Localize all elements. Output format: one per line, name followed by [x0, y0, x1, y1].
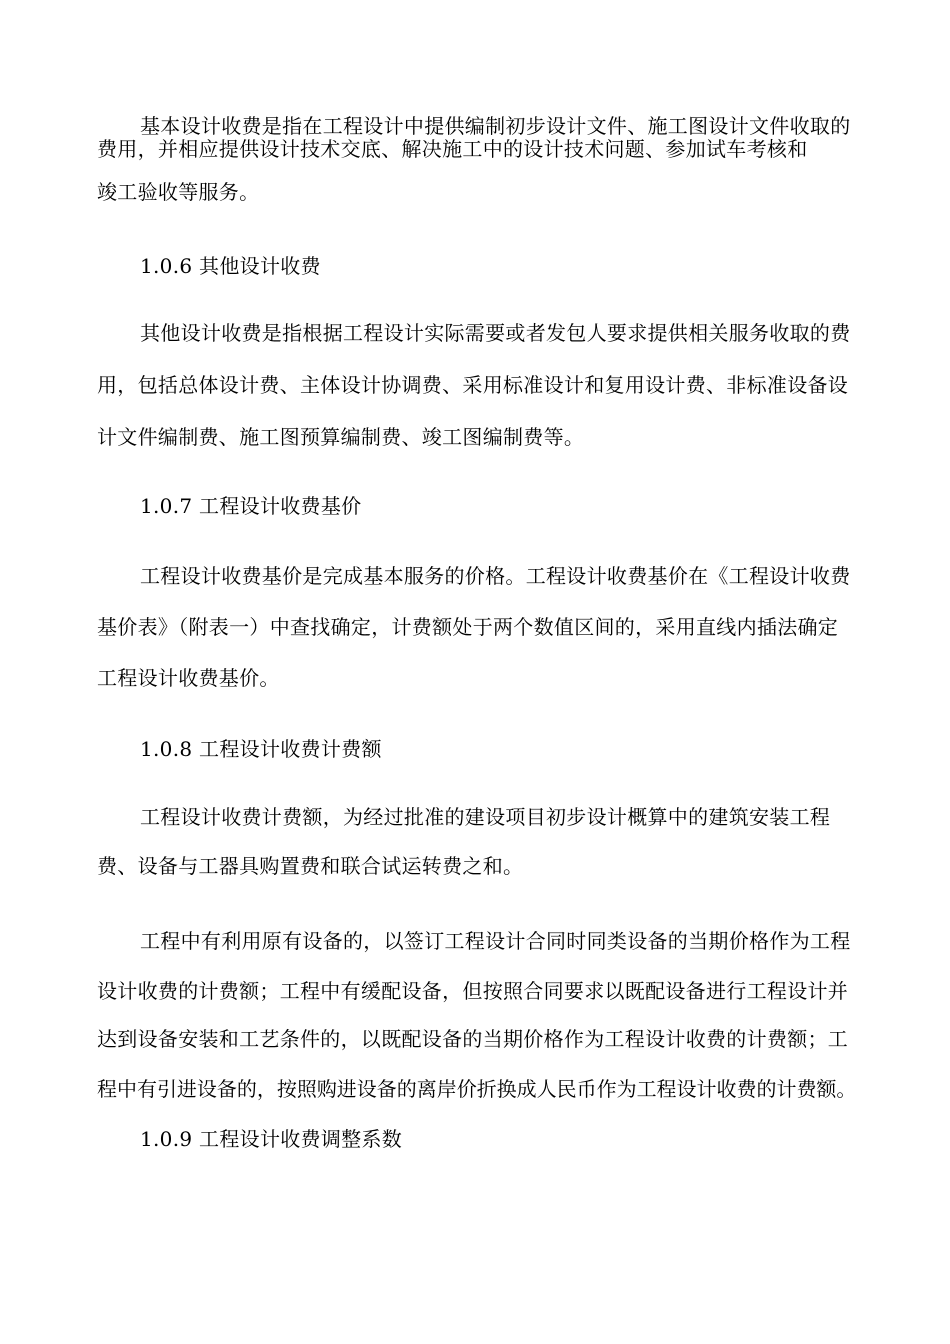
paragraph-line: 基价表》（附表一）中查找确定，计费额处于两个数值区间的，采用直线内插法确定: [97, 615, 839, 639]
section-heading: 1.0.6 其他设计收费: [140, 254, 321, 278]
paragraph-line: 工程设计收费基价。: [97, 666, 280, 690]
paragraph-line: 工程设计收费基价是完成基本服务的价格。工程设计收费基价在《工程设计收费: [140, 564, 851, 588]
paragraph-line: 其他设计收费是指根据工程设计实际需要或者发包人要求提供相关服务收取的费: [140, 321, 851, 345]
paragraph-line: 工程中有利用原有设备的，以签订工程设计合同时同类设备的当期价格作为工程: [140, 929, 851, 953]
section-heading: 1.0.9 工程设计收费调整系数: [140, 1127, 403, 1151]
paragraph-line: 工程设计收费计费额，为经过批准的建设项目初步设计概算中的建筑安装工程: [140, 805, 831, 829]
paragraph-line: 费、设备与工器具购置费和联合试运转费之和。: [97, 854, 524, 878]
paragraph-line: 竣工验收等服务。: [97, 180, 260, 204]
section-heading: 1.0.7 工程设计收费基价: [140, 494, 362, 518]
section-heading: 1.0.8 工程设计收费计费额: [140, 737, 382, 761]
paragraph-line: 用，包括总体设计费、主体设计协调费、采用标准设计和复用设计费、非标准设备设: [97, 373, 849, 397]
paragraph-line: 计文件编制费、施工图预算编制费、竣工图编制费等。: [97, 425, 585, 449]
paragraph-line: 设计收费的计费额；工程中有缓配设备，但按照合同要求以既配设备进行工程设计并: [97, 979, 849, 1003]
paragraph-line: 达到设备安装和工艺条件的，以既配设备的当期价格作为工程设计收费的计费额；工: [97, 1027, 849, 1051]
paragraph-line: 基本设计收费是指在工程设计中提供编制初步设计文件、施工图设计文件收取的: [140, 114, 851, 138]
paragraph-line: 费用，并相应提供设计技术交底、解决施工中的设计技术问题、参加试车考核和: [97, 137, 808, 161]
paragraph-line: 程中有引进设备的，按照购进设备的离岸价折换成人民币作为工程设计收费的计费额。: [97, 1077, 857, 1101]
